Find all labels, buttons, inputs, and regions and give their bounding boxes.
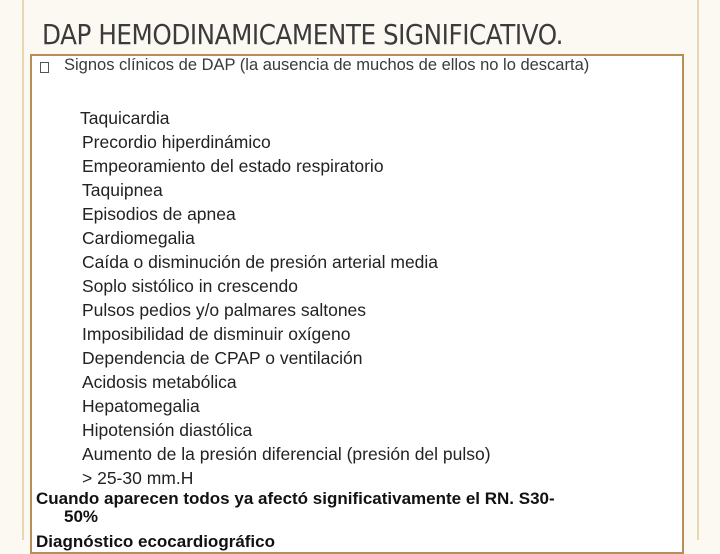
summary-text (36, 490, 676, 526)
list-item: Pulsos pedios y/o palmares saltones (82, 300, 367, 320)
signs-list (82, 106, 682, 490)
list-item: Acidosis metabólica (82, 372, 237, 392)
list-item: Hipotensión diastólica (82, 420, 253, 440)
list-item: Empeoramiento del estado respiratorio (82, 156, 384, 176)
cutoff-text: Diagnóstico ecocardiográfico (36, 532, 275, 551)
list-item: Aumento de la presión diferencial (presión del pulso) (82, 444, 491, 464)
list-item: Dependencia de CPAP o ventilación (82, 348, 363, 368)
list-item-continuation: > 25-30 mm.H (82, 468, 194, 488)
list-item: Caída o disminución de presión arterial media (82, 252, 439, 272)
list-item: Soplo sistólico in crescendo (82, 276, 298, 296)
list-item: Taquipnea (82, 180, 163, 200)
list-item: Hepatomegalia (82, 396, 200, 416)
summary-line-1: Cuando aparecen todos ya afectó significativamente el RN. S30- (36, 489, 555, 508)
list-item: Cardiomegalia (82, 228, 195, 248)
slide-title: DAP HEMODINAMICAMENTE SIGNIFICATIVO. (42, 18, 564, 51)
intro-text: Signos clínicos de DAP (la ausencia de muchos de ellos no lo descarta) (64, 56, 590, 74)
left-decorative-rule (22, 0, 24, 540)
list-item: Precordio hiperdinámico (82, 132, 271, 152)
summary-line-2: 50% (64, 507, 99, 526)
square-bullet-icon (40, 62, 49, 73)
list-item: Imposibilidad de disminuir oxígeno (82, 324, 351, 344)
list-item: Episodios de apnea (82, 204, 236, 224)
list-item: Taquicardia (80, 108, 170, 128)
right-decorative-rule (697, 0, 699, 540)
